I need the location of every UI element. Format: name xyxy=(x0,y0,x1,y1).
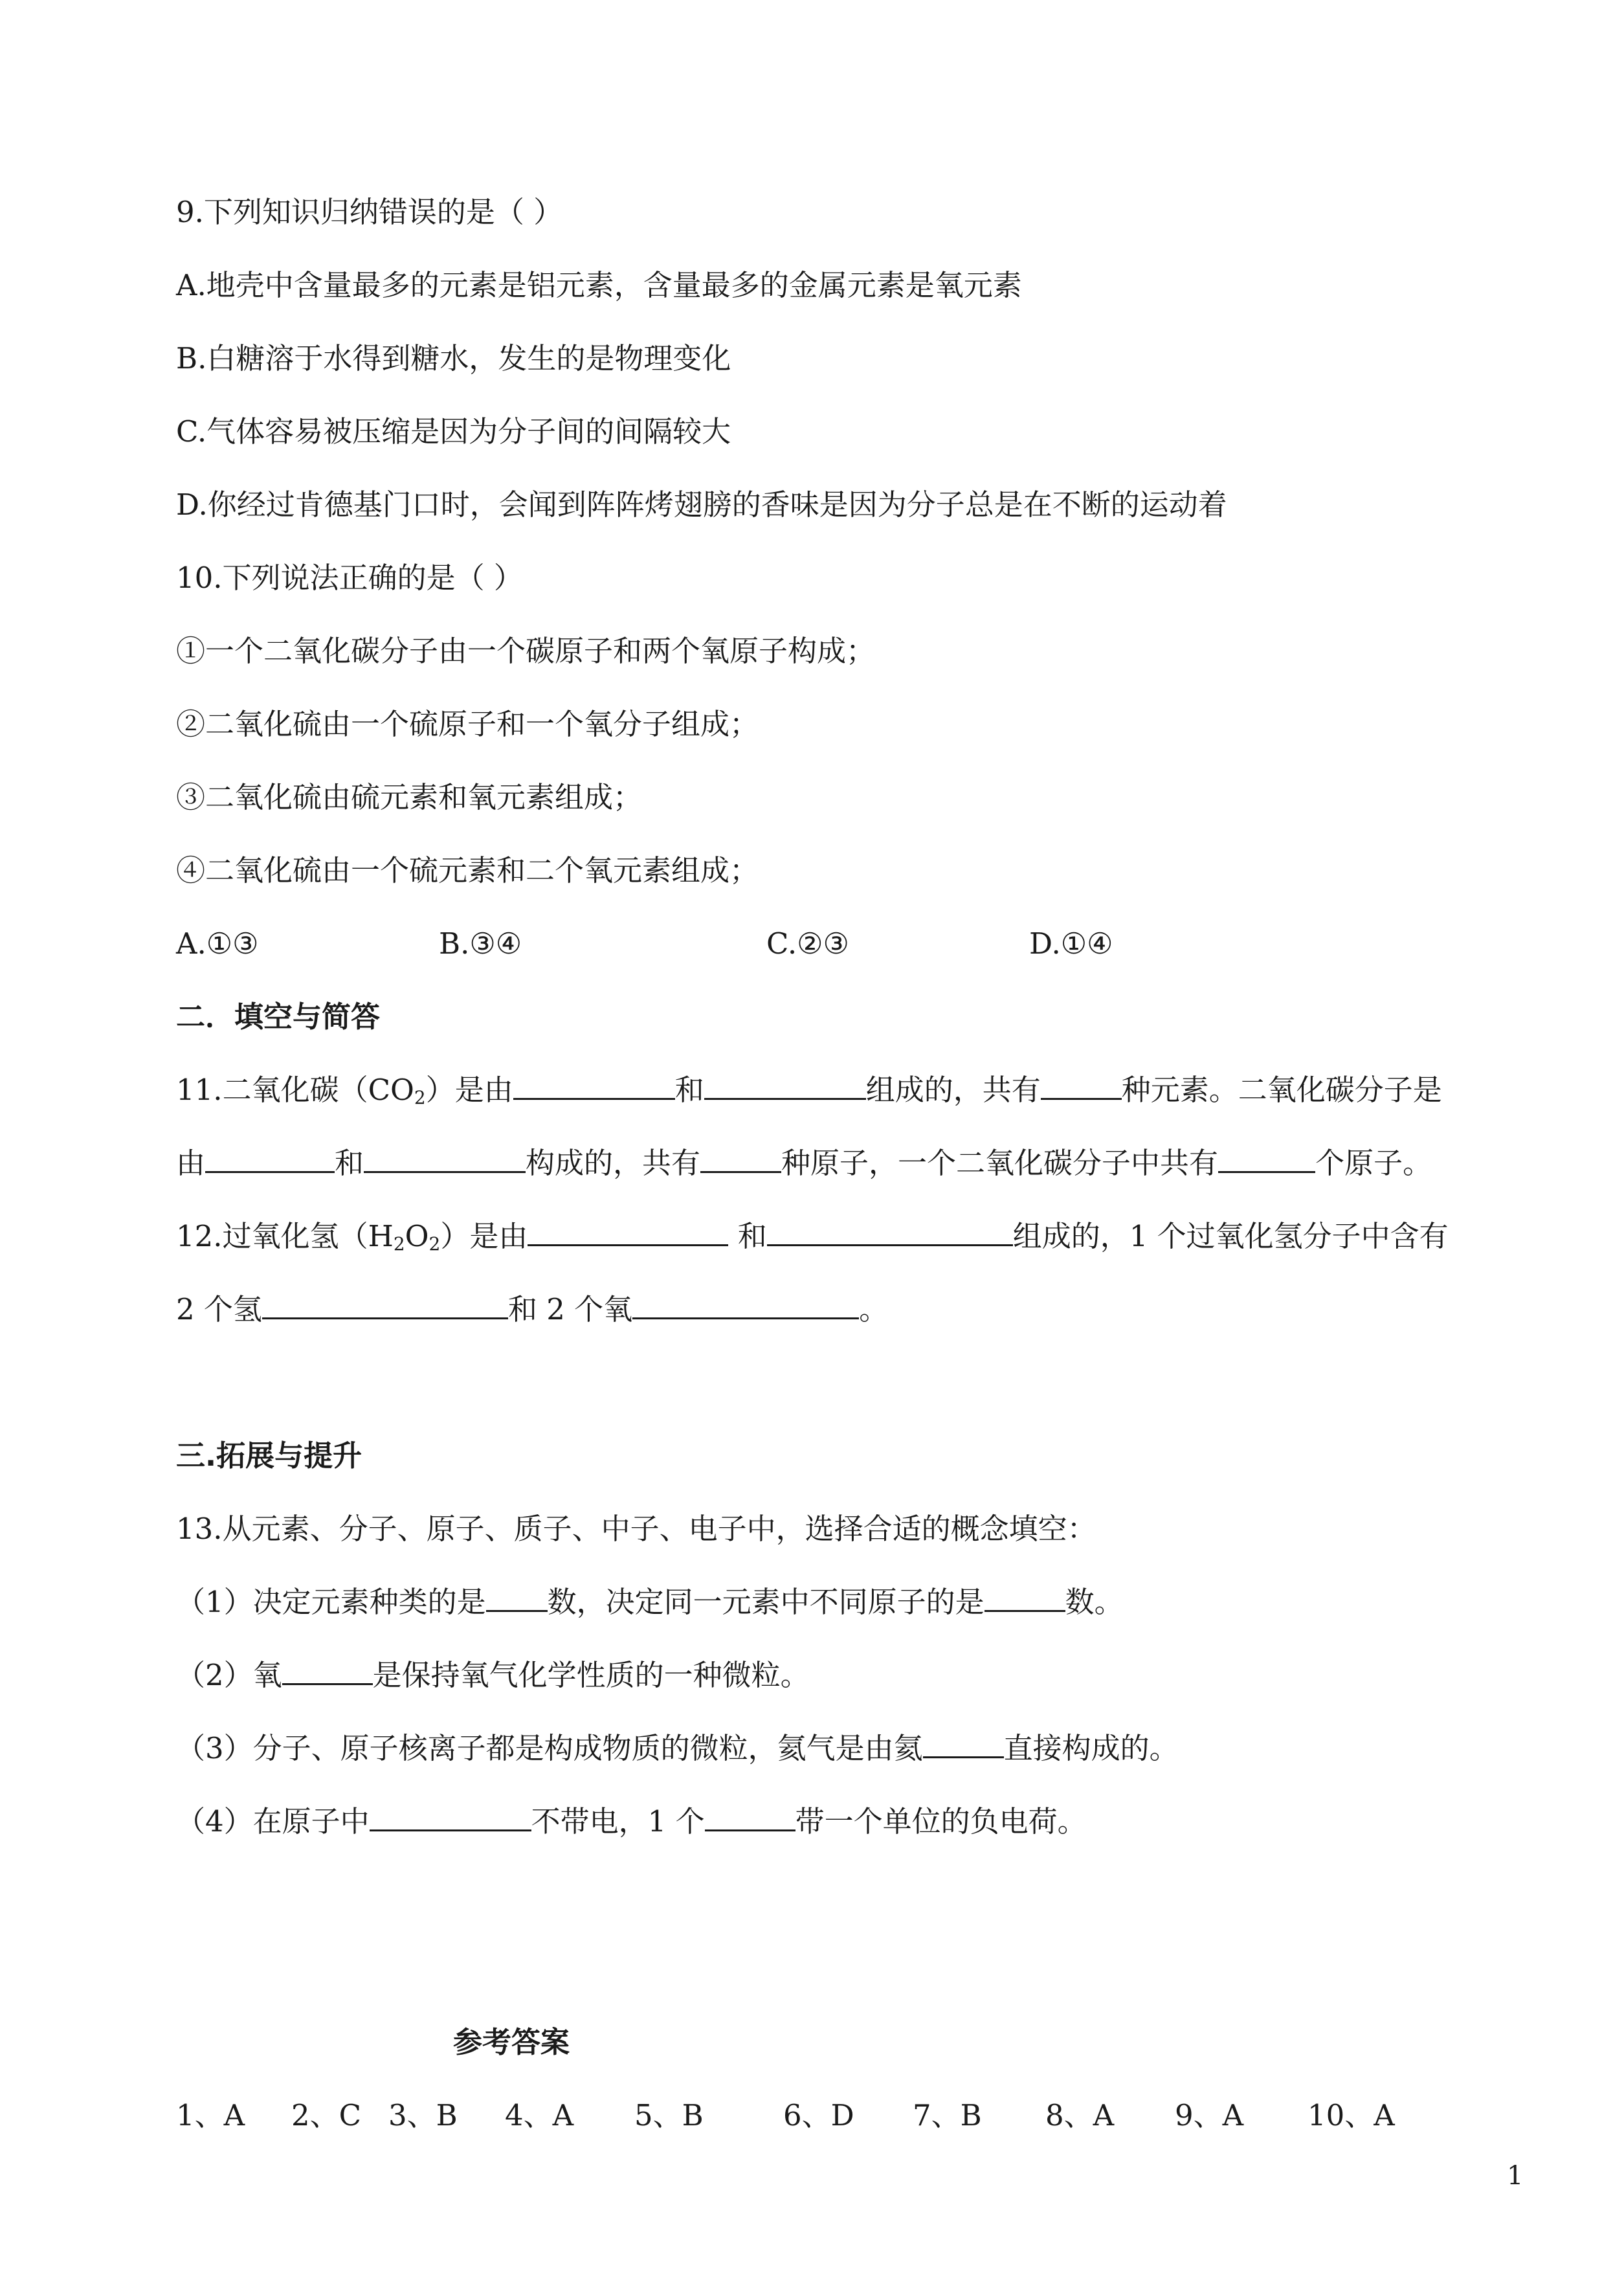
q9-option-b: B.白糖溶于水得到糖水，发生的是物理变化 xyxy=(176,341,731,375)
q13-text: 不带电，1 个 xyxy=(531,1804,705,1839)
q13-text: 数，决定同一元素中不同原子的是 xyxy=(547,1585,984,1619)
page-number: 1 xyxy=(1507,2161,1524,2191)
q13-blank-6[interactable] xyxy=(705,1804,795,1831)
q12-subscript: 2 xyxy=(428,1233,441,1255)
q11-blank-5[interactable] xyxy=(364,1145,526,1173)
answer-item: 2、C xyxy=(291,2098,362,2132)
q13-text: （4）在原子中 xyxy=(176,1804,370,1839)
q9-option-a: A.地壳中含量最多的元素是铝元素，含量最多的金属元素是氧元素 xyxy=(176,268,1022,302)
q11-text: 种元素。二氧化碳分子是 xyxy=(1121,1073,1442,1107)
answers-title: 参考答案 xyxy=(453,2025,570,2059)
q13-text: （3）分子、原子核离子都是构成物质的微粒，氦气是由氦 xyxy=(176,1731,923,1765)
answer-item: 5、B xyxy=(634,2098,704,2132)
q11-text: 种原子，一个二氧化碳分子中共有 xyxy=(781,1146,1219,1180)
q13-text: 是保持氧气化学性质的一种微粒。 xyxy=(372,1658,810,1692)
q13-text: （2）氧 xyxy=(176,1658,282,1692)
q10-statement-1: ①一个二氧化碳分子由一个碳原子和两个氧原子构成； xyxy=(176,634,876,668)
q11-blank-2[interactable] xyxy=(704,1072,866,1100)
q12-text: 。 xyxy=(859,1292,889,1326)
answer-item: 9、A xyxy=(1175,2098,1244,2132)
q12-blank-1[interactable] xyxy=(528,1218,728,1246)
answer-item: 8、A xyxy=(1045,2098,1115,2132)
q10-option-a: A.①③ xyxy=(176,926,259,961)
answer-item: 7、B xyxy=(913,2098,982,2132)
q9-option-c: C.气体容易被压缩是因为分子间的间隔较大 xyxy=(176,414,731,449)
q13-blank-1[interactable] xyxy=(486,1584,548,1612)
q13-text: （1）决定元素种类的是 xyxy=(176,1585,486,1619)
q13-item-4 xyxy=(176,1804,1087,1840)
q11-text: 和 xyxy=(674,1073,704,1107)
q11-text: 11.二氧化碳（CO xyxy=(176,1073,414,1107)
q11-blank-7[interactable] xyxy=(1218,1145,1315,1173)
q12-blank-4[interactable] xyxy=(632,1292,859,1319)
q11-text: 个原子。 xyxy=(1315,1146,1432,1180)
q13-blank-5[interactable] xyxy=(370,1804,531,1831)
section-3-heading: 三.拓展与提升 xyxy=(176,1438,362,1473)
q10-option-c: C.②③ xyxy=(766,926,849,961)
q12-text: 和 2 个氧 xyxy=(507,1292,633,1326)
q11-text: 组成的，共有 xyxy=(865,1073,1041,1107)
q10-statement-3: ③二氧化硫由硫元素和氧元素组成； xyxy=(176,780,643,814)
q12-line-1 xyxy=(176,1218,1449,1255)
answer-item: 6、D xyxy=(783,2098,854,2132)
q13-item-2 xyxy=(176,1657,810,1694)
answer-item: 3、B xyxy=(388,2098,458,2132)
q11-text: 和 xyxy=(335,1146,364,1180)
q11-blank-1[interactable] xyxy=(513,1072,675,1100)
q13-item-1 xyxy=(176,1584,1124,1620)
q12-subscript: 2 xyxy=(393,1233,405,1255)
q12-text: 组成的，1 个过氧化氢分子中含有 xyxy=(1012,1219,1449,1253)
q13-blank-4[interactable] xyxy=(923,1730,1004,1758)
q13-text: 直接构成的。 xyxy=(1003,1731,1179,1765)
q13-blank-2[interactable] xyxy=(984,1584,1065,1612)
q11-blank-3[interactable] xyxy=(1041,1072,1122,1100)
q12-text: 2 个氢 xyxy=(176,1292,262,1326)
q11-blank-4[interactable] xyxy=(205,1145,335,1173)
q13-blank-3[interactable] xyxy=(282,1657,373,1685)
section-2-heading: 二．填空与简答 xyxy=(176,1000,381,1034)
q11-line-1 xyxy=(176,1072,1442,1108)
q12-blank-3[interactable] xyxy=(262,1292,508,1319)
q10-stem: 10.下列说法正确的是（ ） xyxy=(176,561,523,595)
q12-blank-2[interactable] xyxy=(767,1218,1013,1246)
q10-options-row xyxy=(0,926,1624,962)
answer-item: 1、A xyxy=(176,2098,245,2132)
q11-text: 由 xyxy=(176,1146,206,1180)
q12-line-2 xyxy=(176,1292,888,1328)
q10-statement-2: ②二氧化硫由一个硫原子和一个氧分子组成； xyxy=(176,707,759,741)
q11-text: ）是由 xyxy=(425,1073,513,1107)
q13-text: 带一个单位的负电荷。 xyxy=(795,1804,1087,1839)
q10-option-b: B.③④ xyxy=(439,926,522,961)
q11-line-2 xyxy=(176,1145,1432,1181)
q9-option-d: D.你经过肯德基门口时，会闻到阵阵烤翅膀的香味是因为分子总是在不断的运动着 xyxy=(176,487,1227,522)
answer-item: 10、A xyxy=(1307,2098,1395,2132)
q12-text: 12.过氧化氢（H xyxy=(176,1219,394,1253)
q11-blank-6[interactable] xyxy=(700,1145,781,1173)
q9-stem: 9.下列知识归纳错误的是（ ） xyxy=(176,195,563,229)
q13-item-3 xyxy=(176,1730,1179,1767)
answer-item: 4、A xyxy=(505,2098,574,2132)
q11-subscript: 2 xyxy=(414,1087,426,1108)
q13-stem: 13.从元素、分子、原子、质子、中子、电子中，选择合适的概念填空： xyxy=(176,1512,1096,1546)
q13-text: 数。 xyxy=(1065,1585,1124,1619)
q10-statement-4: ④二氧化硫由一个硫元素和二个氧元素组成； xyxy=(176,853,759,888)
q11-text: 构成的，共有 xyxy=(526,1146,701,1180)
q12-text: O xyxy=(405,1219,429,1253)
q12-text: 和 xyxy=(737,1219,767,1253)
q12-text: ）是由 xyxy=(440,1219,528,1253)
q10-option-d: D.①④ xyxy=(1029,926,1113,961)
